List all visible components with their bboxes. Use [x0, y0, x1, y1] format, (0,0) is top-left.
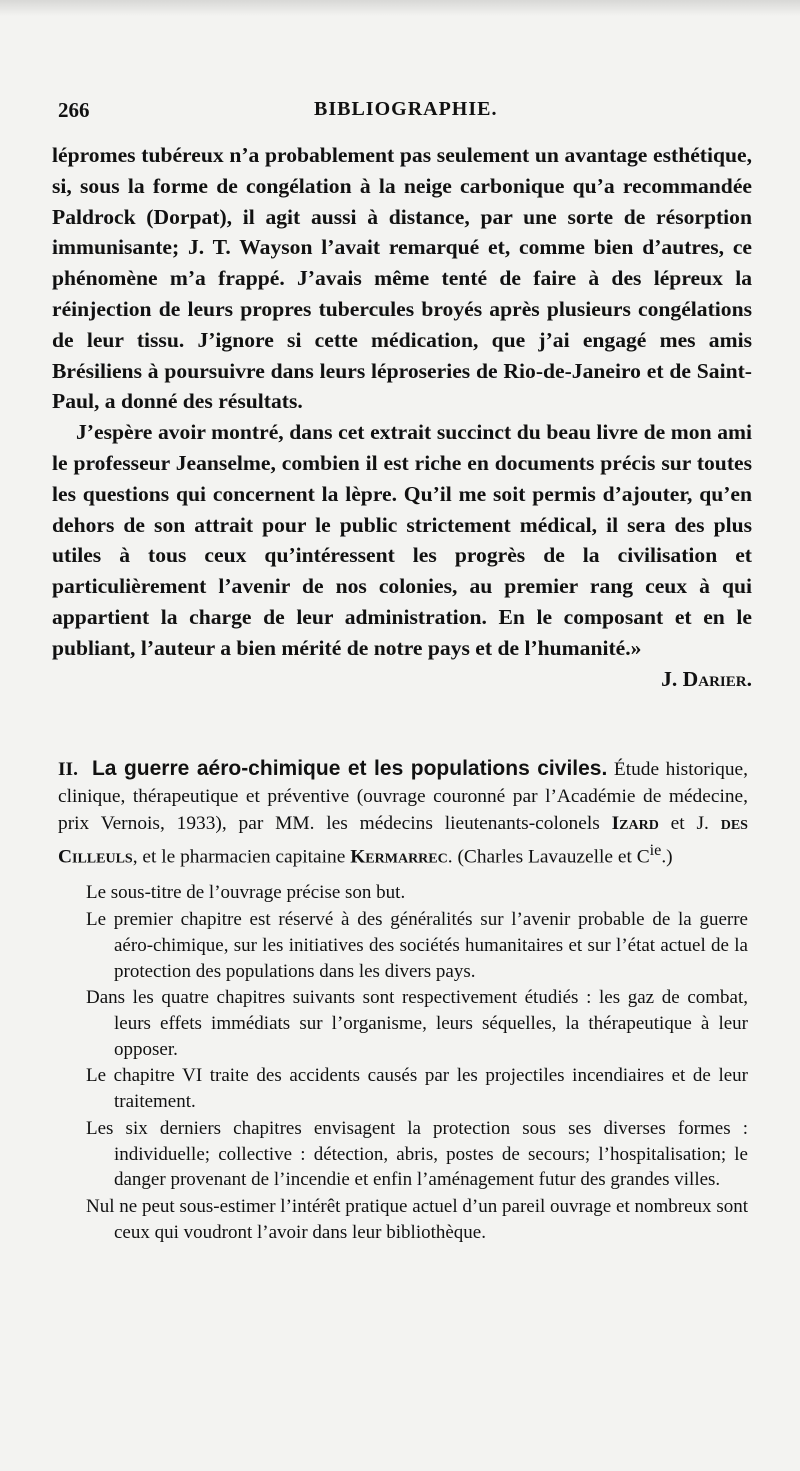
review-continuation — [52, 140, 752, 694]
entry-paragraph-2: Le premier chapitre est réservé à des généralités sur l’avenir probable de la guerre aéro-chimique, sur les initiatives des sociétés humanitaires et sur l’état actuel de la protection des populations dans les divers pays. — [86, 909, 748, 982]
page-number: 266 — [58, 98, 90, 122]
entry-heading — [58, 755, 748, 870]
author-des-cilleuls: des Cilleuls — [58, 813, 748, 868]
entry-paragraph-3: Dans les quatre chapitres suivants sont respectivement étudiés : les gaz de combat, leurs effets immédiats sur l’organisme, leurs séquelles, la thérapeutique à leur opposer. — [86, 987, 748, 1060]
signature: J. Darier. — [661, 666, 752, 691]
entry-publisher-end: .) — [661, 846, 673, 868]
author-izard: Izard — [611, 813, 659, 834]
entry-title: La guerre aéro-chimique et les populations civiles. — [91, 757, 608, 780]
paragraph-2 — [52, 417, 752, 691]
entry-paragraph-5: Les six derniers chapitres envisagent la protection sous ses diverses formes : individuelle; collective : détection, abris, postes de secours; l’hospitalisation; le danger provenant de l’incendie et enfin l’aménagement futur des grandes villes. — [86, 1117, 748, 1191]
entry-paragraph-1: Le sous-titre de l’ouvrage précise son but. — [86, 882, 406, 904]
entry-and: et J. — [670, 813, 709, 834]
entry-paragraph-4: Le chapitre VI traite des accidents causés par les projectiles incendiaires et de leur traitement. — [86, 1065, 748, 1113]
author-kermarrec: Kermarrec — [350, 846, 448, 868]
running-head: BIBLIOGRAPHIE. — [314, 98, 498, 120]
entry-publisher: . (Charles Lavauzelle et C — [447, 846, 650, 868]
entry-description-b: , et le pharmacien capitaine — [132, 846, 346, 868]
entry-number: II. — [58, 759, 78, 780]
entry-body — [58, 880, 748, 1245]
bibliography-entry — [58, 755, 748, 1246]
page-header — [58, 98, 748, 134]
paragraph-2-text: J’espère avoir montré, dans cet extrait succinct du beau livre de mon ami le professeur Jeanselme, combien il est riche en documents précis sur toutes les questions qui concernent la lèpre. Qu’il me soit permis d’ajouter, qu’en dehors de son attrait pour le public strictement médical, il sera des plus utiles à tous ceux qu’intéressent les progrès de la civilisation et particulièrement l’avenir de nos colonies, au premier rang ceux à qui appartient la charge de leur administration. En le composant et en le publiant, l’auteur a bien mérité de notre pays et de l’humanité.» — [52, 420, 752, 660]
entry-description-a: Étude historique, clinique, thérapeutique et préventive (ouvrage couronné par l’Académie de médecine, prix Vernois, 1933), par MM. les médecins lieutenants-colonels — [58, 759, 748, 834]
entry-paragraph-6: Nul ne peut sous-estimer l’intérêt pratique actuel d’un pareil ouvrage et nombreux sont ceux qui voudront l’avoir dans leur bibliothèque. — [86, 1195, 748, 1243]
publisher-superscript: ie — [649, 842, 662, 859]
page-top-edge — [0, 0, 800, 16]
paragraph-1: lépromes tubéreux n’a probablement pas seulement un avantage esthétique, si, sous la forme de congélation à la neige carbonique qu’a recommandée Paldrock (Dorpat), il agit aussi à distance, par une sorte de résorption immunisante; J. T. Wayson l’avait remarqué et, comme bien d’autres, ce phénomène m’a frappé. J’avais même tenté de faire à des lépreux la réinjection de leurs propres tubercules broyés après plusieurs congélations de leur tissu. J’ignore si cette médication, que j’ai engagé mes amis Brésiliens à poursuivre dans leurs léproseries de Rio-de-Janeiro et de Saint-Paul, a donné des résultats. — [52, 143, 752, 414]
